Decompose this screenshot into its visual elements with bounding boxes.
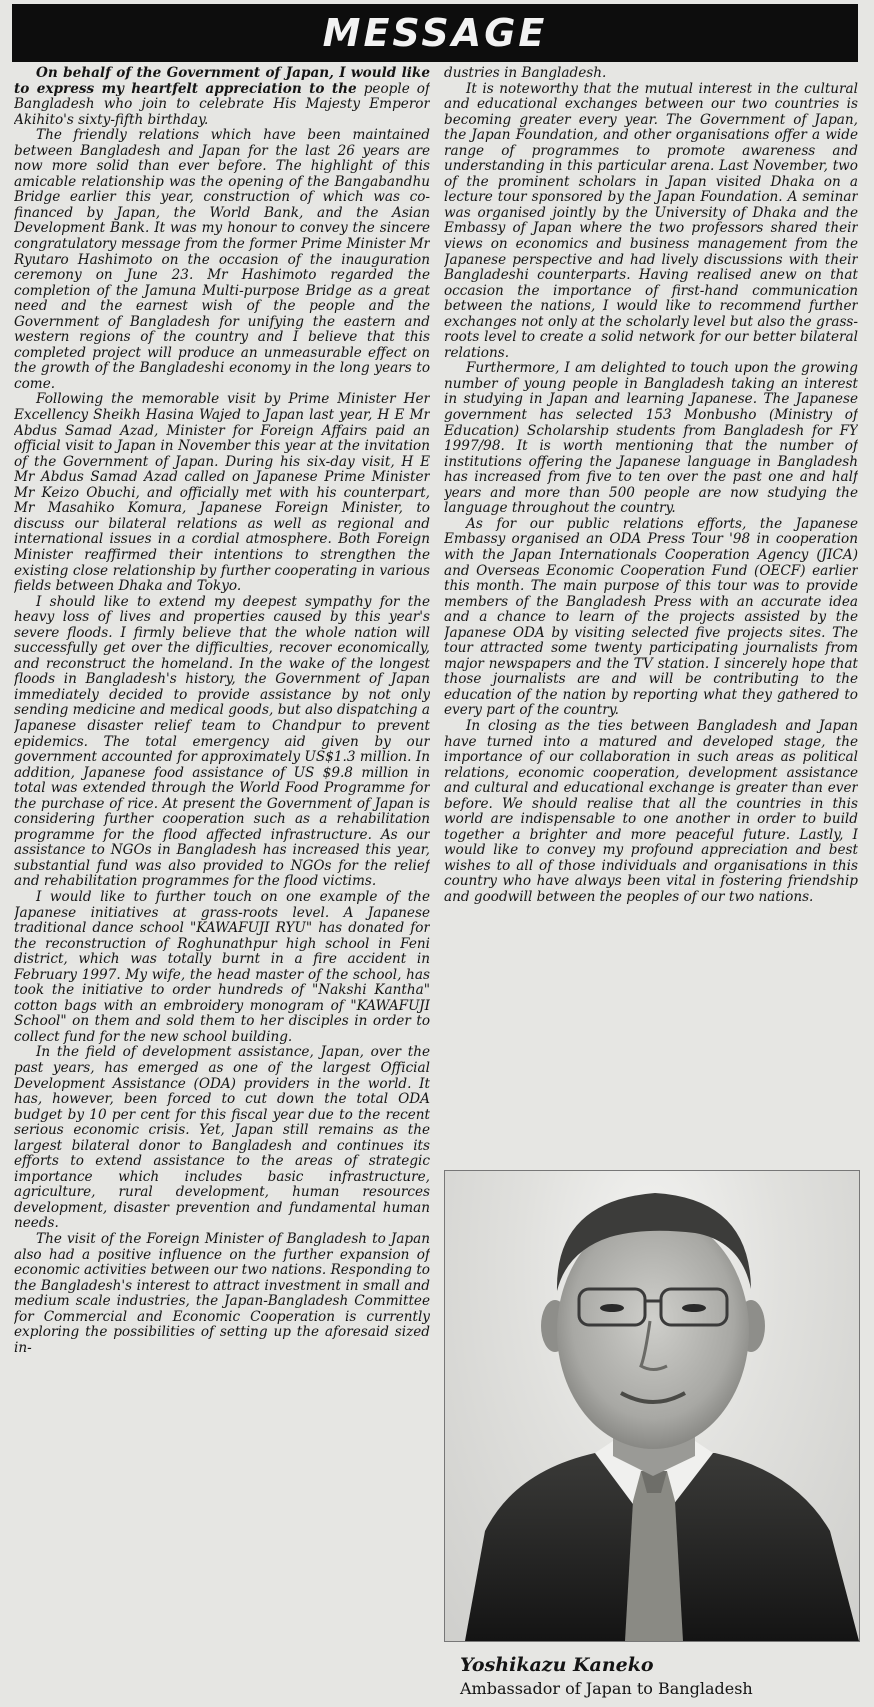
lead-text: people of Bangladesh who join to celebrate His Majesty Emperor Akihito's sixty-fifth birthday. [14,80,430,128]
message-banner: MESSAGE [12,4,858,62]
paragraph-continuation: dustries in Bangladesh. [444,66,607,81]
paragraph: The friendly relations which have been maintained between Bangladesh and Japan for the last 26 years are now more solid than ever before. The highlight of this amicable relationship was the opening of the Bangabandhu Bridge earlier this year, construction of which was co-financed by Japan, the World Bank, and the Asian Development Bank. It was my honour to convey the sincere congratulatory message from the former Prime Minister Mr Ryutaro Hashimoto on the occasion of the inauguration ceremony on June 23. Mr Hashimoto regarded the completion of the Jamuna Multi-purpose Bridge as a great need and the earnest wish of the people and the Government of Bangladesh for unifying the eastern and western regions of the country and I believe that this completed project will produce an unmeasurable effect on the growth of the Bangladeshi economy in the long years to come. [14,127,430,392]
paragraph: In closing as the ties between Bangladesh and Japan have turned into a matured and developed stage, the importance of our collaboration in such areas as political relations, economic cooperation, development assistance and cultural and educational exchange is greater than ever before. We should realise that all the countries in this world are indispensable to one another in order to build together a brighter and more peaceful future. Lastly, I would like to convey my profound appreciation and best wishes to all of those individuals and organisations in this country who have always been vital in fostering friendship and goodwill between the peoples of our two nations. [444,717,858,905]
caption-name: Yoshikazu Kaneko [460,1654,654,1676]
paragraph: In the field of development assistance, Japan, over the past years, has emerged as one of the largest Official Development Assistance (ODA) providers in the world. It has, however, been forced to cut down the total ODA budget by 10 per cent for this fiscal year due to the recent serious economic crisis. Yet, Japan still remains as the largest bilateral donor to Bangladesh and continues its efforts to extend assistance to the areas of strategic importance which includes basic infrastructure, agriculture, rural development, human resources development, disaster prevention and fundamental human needs. [14,1044,430,1232]
lead-paragraph [14,66,430,128]
portrait-illustration [445,1171,859,1641]
lead-bold-text: On behalf of the Government of Japan, I would like to express my heartfelt appreciation to the [14,66,430,97]
ambassador-portrait-photo [444,1170,860,1642]
paragraph: Following the memorable visit by Prime Minister Her Excellency Sheikh Hasina Wajed to Japan last year, H E Mr Abdus Samad Azad, Minister for Foreign Affairs paid an official visit to Japan in November this year at the invitation of the Government of Japan. During his six-day visit, H E Mr Abdus Samad Azad called on Japanese Prime Minister Mr Keizo Obuchi, and officially met with his counterpart, Mr Masahiko Komura, Japanese Foreign Minister, to discuss our bilateral relations as well as regional and international issues in a cordial atmosphere. Both Foreign Minister reaffirmed their intentions to strengthen the existing close relationship by further cooperating in various fields between Dhaka and Tokyo. [14,391,430,595]
article-left-column [14,66,430,1702]
paragraph: It is noteworthy that the mutual interest in the cultural and educational exchanges between our two countries is becoming greater every year. The Government of Japan, the Japan Foundation, and other organisations offer a wide range of programmes to promote awareness and understanding in this particular arena. Last November, two of the prominent scholars in Japan visited Dhaka on a lecture tour sponsored by the Japan Foundation. A seminar was organised jointly by the University of Dhaka and the Embassy of Japan where the two professors shared their views on economics and business management from the Japanese perspective and had lively discussions with their Bangladeshi counterparts. Having realised anew on that occasion the importance of first-hand communication between the nations, I would like to recommend further exchanges not only at the scholarly level but also the grass-roots level to create a solid network for our better bilateral relations. [444,80,858,361]
paragraph: As for our public relations efforts, the Japanese Embassy organised an ODA Press Tour '98 in cooperation with the Japan Internationals Cooperation Agency (JICA) and Overseas Economic Cooperation Fund (OECF) earlier this month. The main purpose of this tour was to provide members of the Bangladesh Press with an accurate idea and a chance to learn of the projects assisted by the Japanese ODA by visiting selected five projects sites. The tour attracted some twenty participating journalists from major newspapers and the TV station. I sincerely hope that those journalists are and will be contributing to the education of the nation by reporting what they gathered to every part of the country. [444,515,858,719]
paragraph: Furthermore, I am delighted to touch upon the growing number of young people in Bangladesh taking an interest in studying in Japan and learning Japanese. The Japanese government has selected 153 Monbusho (Ministry of Education) Scholarship students from Bangladesh for FY 1997/98. It is worth mentioning that the number of institutions offering the Japanese language in Bangladesh has increased from five to ten over the past one and half years and more than 500 people are now studying the language throughout the country. [444,360,858,517]
paragraph: I should like to extend my deepest sympathy for the heavy loss of lives and properties caused by this year's severe floods. I firmly believe that the whole nation will successfully get over the difficulties, recover economically, and reconstruct the homeland. In the wake of the longest floods in Bangladesh's history, the Government of Japan immediately decided to provide assistance by not only sending medicine and medical goods, but also dispatching a Japanese disaster relief team to Chandpur to prevent epidemics. The total emergency aid given by our government accounted for approximately US$1.3 million. In addition, Japanese food assistance of US $9.8 million in total was extended through the World Food Programme for the purchase of rice. At present the Government of Japan is considering further cooperation such as a rehabilitation programme for the flood affected infrastructure. As our assistance to NGOs in Bangladesh has increased this year, substantial fund was also provided to NGOs for the relief and rehabilitation programmes for the flood victims. [14,593,430,890]
caption-title: Ambassador of Japan to Bangladesh [460,1679,753,1698]
paragraph: The visit of the Foreign Minister of Bangladesh to Japan also had a positive influence on the further expansion of economic activities between our two nations. Responding to the Bangladesh's interest to attract investment in small and medium scale industries, the Japan-Bangladesh Committee for Commercial and Economic Cooperation is currently exploring the possibilities of setting up the aforesaid sized in- [14,1231,430,1356]
paragraph: I would like to further touch on one example of the Japanese initiatives at grass-roots level. A Japanese traditional dance school "KAWAFUJI RYU" has donated for the reconstruction of Roghunathpur high school in Feni district, which was totally burnt in a fire accident in February 1997. My wife, the head master of the school, has took the initiative to order hundreds of "Nakshi Kantha" cotton bags with an embroidery monogram of "KAWAFUJI School" on them and sold them to her disciples in order to collect fund for the new school building. [14,888,430,1045]
article-right-column [444,66,858,1166]
